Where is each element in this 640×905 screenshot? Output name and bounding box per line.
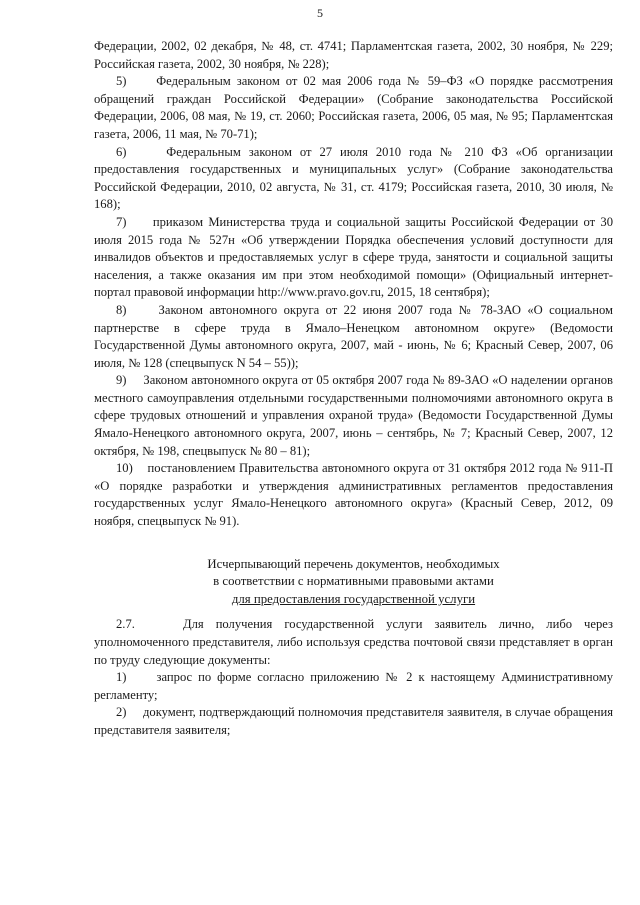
section-paragraph-2-7: 2.7. Для получения государственной услуги заявитель лично, либо через уполномоченного представителя, либо используя средства почтовой связи представляет в орган по труду следующие документы: (94, 617, 613, 667)
section-heading-line-3: для предоставления государственной услуги (231, 591, 476, 606)
section-list-item-1: 1) запрос по форме согласно приложению № 2 к настоящему Административному регламенту; (94, 670, 613, 702)
document-body (94, 0, 613, 740)
page-number: 5 (317, 6, 323, 20)
section-heading-line-1: Исчерпывающий перечень документов, необходимых (207, 556, 500, 571)
section-list-item-2: 2) документ, подтверждающий полномочия представителя заявителя, в случае обращения представителя заявителя; (94, 705, 613, 737)
list-item-10: 10) постановлением Правительства автономного округа от 31 октября 2012 года № 911-П «О порядке разработки и утверждения административных регламентов предоставления государственных услуг Ямало-Ненецкого автономного округа» (Красный Север, 2012, 09 ноября, спецвыпуск № 91). (94, 461, 613, 529)
list-item-7: 7) приказом Министерства труда и социальной защиты Российской Федерации от 30 июля 2015 года № 527н «Об утверждении Порядка обеспечения условий доступности для инвалидов объектов и предоставляемых услуг в сфере труда, занятости и социальной защиты населения, а также оказания им при этом необходимой помощи» (Официальный интернет-портал правовой информации http://www.pravo.gov.ru, 2015, 18 сентября); (94, 214, 613, 300)
list-item-9: 9) Законом автономного округа от 05 октября 2007 года № 89-ЗАО «О наделении органов местного самоуправления отдельными государственными полномочиями автономного округа в сфере трудовых отношений и управления охраной труда» (Ведомости Государственной Думы Ямало-Ненецкого автономного округа, 2007, июнь – сентябрь, № 7; Красный Север, 2007, 12 октября, № 198, спецвыпуск № 80 – 81); (94, 373, 613, 458)
section-heading-line-2: в соответствии с нормативными правовыми актами (213, 574, 494, 589)
spacer (94, 531, 613, 556)
section-heading (94, 556, 613, 609)
list-item-5: 5) Федеральным законом от 02 мая 2006 года № 59–ФЗ «О порядке рассмотрения обращений граждан Российской Федерации» (Собрание законодательства Российской Федерации, 2006, 08 мая, № 19, ст. 2060; Российская газета, 2006, 05 мая, № 95; Парламентская газета, 2006, 11 мая, № 70-71); (94, 74, 613, 141)
list-item-8: 8) Законом автономного округа от 22 июня 2007 года № 78-ЗАО «О социальном партнерстве в сфере труда в Ямало–Ненецком автономном округе» (Ведомости Государственной Думы автономного округа, 2007, май - июнь, № 6; Красный Север, 2007, 06 июля, № 128 (спецвыпуск N 54 – 55)); (94, 302, 613, 370)
paragraph-continuation: Федерации, 2002, 02 декабря, № 48, ст. 4741; Парламентская газета, 2002, 30 ноября, № 229; Российская газета, 2002, 30 ноября, № 228); (94, 39, 613, 71)
list-item-6: 6) Федеральным законом от 27 июля 2010 года № 210 ФЗ «Об организации предоставления государственных и муниципальных услуг» (Собрание законодательства Российской Федерации, 2010, 02 августа, № 31, ст. 4179; Российская газета, 2010, 30 июля, № 168); (94, 144, 613, 212)
